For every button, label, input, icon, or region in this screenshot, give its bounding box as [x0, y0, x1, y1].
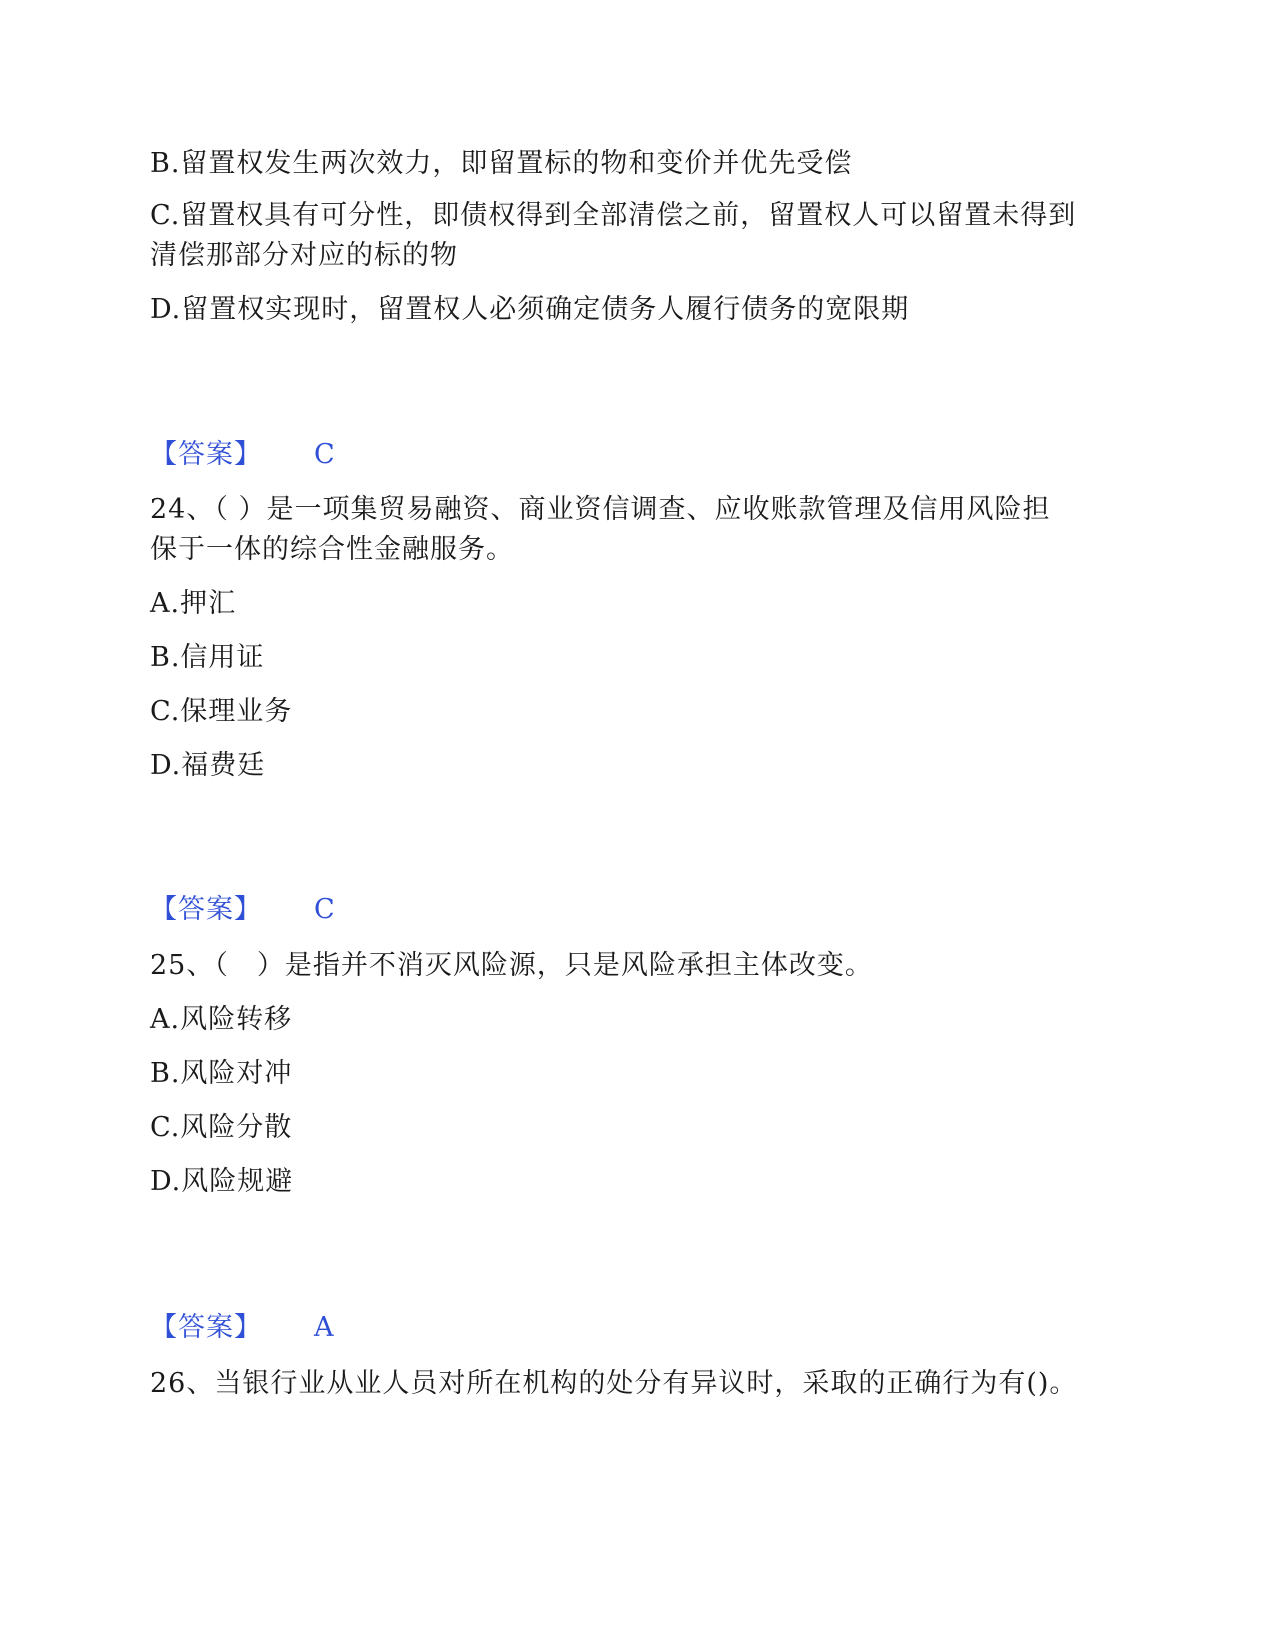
q25-stem: 25、（ ）是指并不消灭风险源，只是风险承担主体改变。	[150, 950, 873, 981]
q23-option-d: D.留置权实现时，留置权人必须确定债务人履行债务的宽限期	[150, 294, 910, 325]
q24-stem-line1: 24、（ ）是一项集贸易融资、商业资信调查、应收账款管理及信用风险担	[150, 494, 1051, 525]
q24-option-c: C.保理业务	[150, 696, 293, 727]
q23-answer	[150, 435, 335, 475]
q25-option-d: D.风险规避	[150, 1166, 294, 1197]
answer-value: A	[314, 1312, 334, 1343]
answer-value: C	[314, 894, 335, 925]
q23-option-b: B.留置权发生两次效力，即留置标的物和变价并优先受偿	[150, 148, 853, 179]
q25-option-b: B.风险对冲	[150, 1058, 293, 1089]
q25-answer	[150, 1308, 334, 1348]
q25-option-c: C.风险分散	[150, 1112, 293, 1143]
answer-label: 【答案】	[150, 894, 262, 925]
q24-option-b: B.信用证	[150, 642, 265, 673]
q26-stem: 26、当银行业从业人员对所在机构的处分有异议时，采取的正确行为有()。	[150, 1368, 1078, 1399]
q24-option-a: A.押汇	[150, 588, 237, 619]
answer-value: C	[314, 439, 335, 470]
q25-option-a: A.风险转移	[150, 1004, 293, 1035]
answer-label: 【答案】	[150, 439, 262, 470]
q24-answer	[150, 890, 335, 930]
q23-option-c-line1: C.留置权具有可分性，即债权得到全部清偿之前，留置权人可以留置未得到	[150, 200, 1077, 231]
q24-option-d: D.福费廷	[150, 750, 266, 781]
q23-option-c-line2: 清偿那部分对应的标的物	[150, 240, 458, 271]
answer-label: 【答案】	[150, 1312, 262, 1343]
q24-stem-line2: 保于一体的综合性金融服务。	[150, 534, 514, 565]
